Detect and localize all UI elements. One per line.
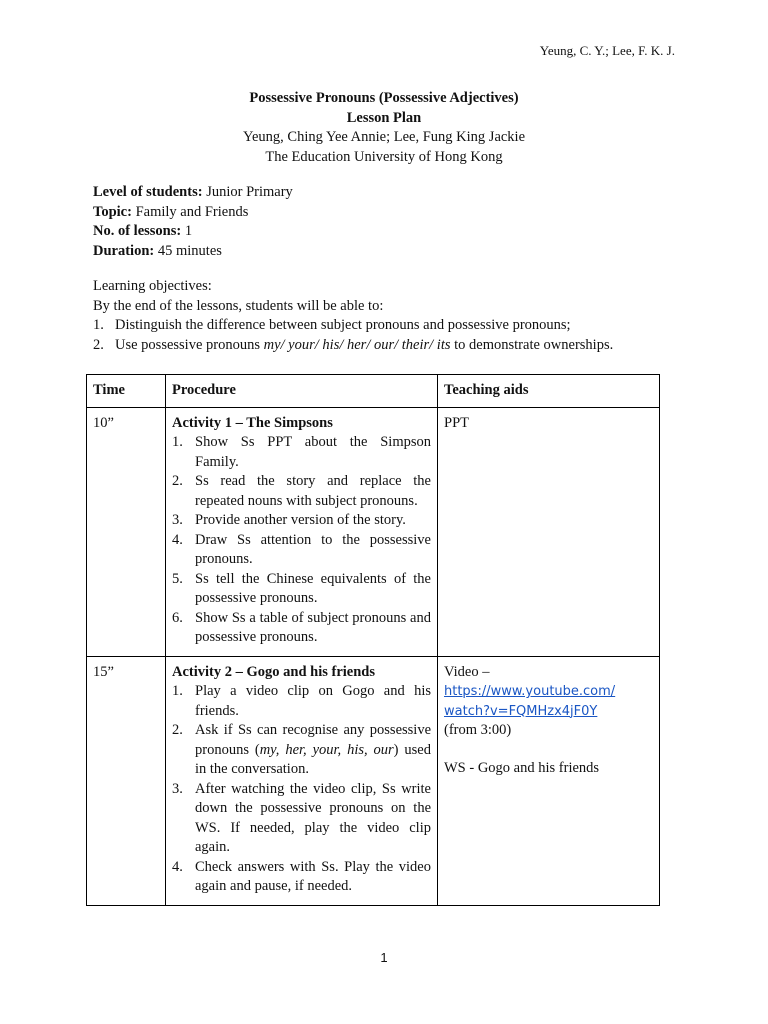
header-time: Time [87,375,166,408]
row1-time: 10” [87,407,166,656]
activity-2-title: Activity 2 – Gogo and his friends [172,663,376,680]
objective-item-1: 1. Distinguish the difference between subject pronouns and possessive pronouns; [93,317,571,333]
objectives-heading: Learning objectives: [93,278,212,294]
table-row [87,656,660,905]
row1-procedure [166,407,438,656]
list-item: 4. Draw Ss attention to the possessive pronouns. [172,531,431,567]
list-item: 3. Provide another version of the story. [172,512,406,528]
institution-line: The Education University of Hong Kong [265,148,503,165]
activity-1-steps [172,433,431,648]
objectives-intro: By the end of the lessons, students will be able to: [93,297,384,314]
row2-procedure [166,656,438,905]
row2-time: 15” [87,656,166,905]
video-start-note: (from 3:00) [444,722,512,738]
meta-lessons: No. of lessons: 1 [93,223,193,239]
activity-1-title: Activity 1 – The Simpsons [172,414,333,431]
header-teaching-aids: Teaching aids [438,375,660,408]
document-title: Possessive Pronouns (Possessive Adjectives) [249,90,519,106]
row2-teaching-aids [438,656,660,905]
list-item: 1. Play a video clip on Gogo and his friends. [172,683,431,719]
list-item: 6. Show Ss a table of subject pronouns and possessive pronouns. [172,609,431,645]
learning-objectives [93,277,683,355]
lesson-plan-table [86,374,660,906]
list-item: 5. Ss tell the Chinese equivalents of the possessive pronouns. [172,570,431,606]
meta-duration: Duration: 45 minutes [93,242,222,259]
row1-teaching-aids: PPT [438,407,660,656]
activity-2-steps [172,682,431,897]
meta-level: Level of students: Junior Primary [93,184,293,200]
list-item: 3. After watching the video clip, Ss write down the possessive pronouns on the WS. If needed, play the video clip again. [172,780,431,855]
table-header-row [87,375,660,408]
list-item: 4. Check answers with Ss. Play the video again and pause, if needed. [172,858,431,894]
youtube-link[interactable]: https://www.youtube.com/ watch?v=FQMHzx4jF0Y [444,684,616,719]
table-row [87,407,660,656]
worksheet-label: WS - Gogo and his friends [444,759,600,776]
authors-line: Yeung, Ching Yee Annie; Lee, Fung King Jackie [242,129,526,145]
objective-item-2: 2. Use possessive pronouns my/ your/ his/ her/ our/ their/ its to demonstrate ownerships. [93,336,614,353]
list-item: 2. Ss read the story and replace the repeated nouns with subject pronouns. [172,473,431,509]
document-subtitle: Lesson Plan [346,109,422,126]
list-item: 2. Ask if Ss can recognise any possessive pronouns (my, her, your, his, our) used in the conversation. [172,722,431,777]
title-block [0,89,768,167]
lesson-meta [93,183,293,261]
page-number: 1 [380,950,388,965]
list-item: 1. Show Ss PPT about the Simpson Family. [172,434,431,470]
meta-topic: Topic: Family and Friends [93,203,249,220]
video-label: Video – [444,663,490,680]
running-header-authors: Yeung, C. Y.; Lee, F. K. J. [539,43,675,58]
header-procedure: Procedure [166,375,438,408]
